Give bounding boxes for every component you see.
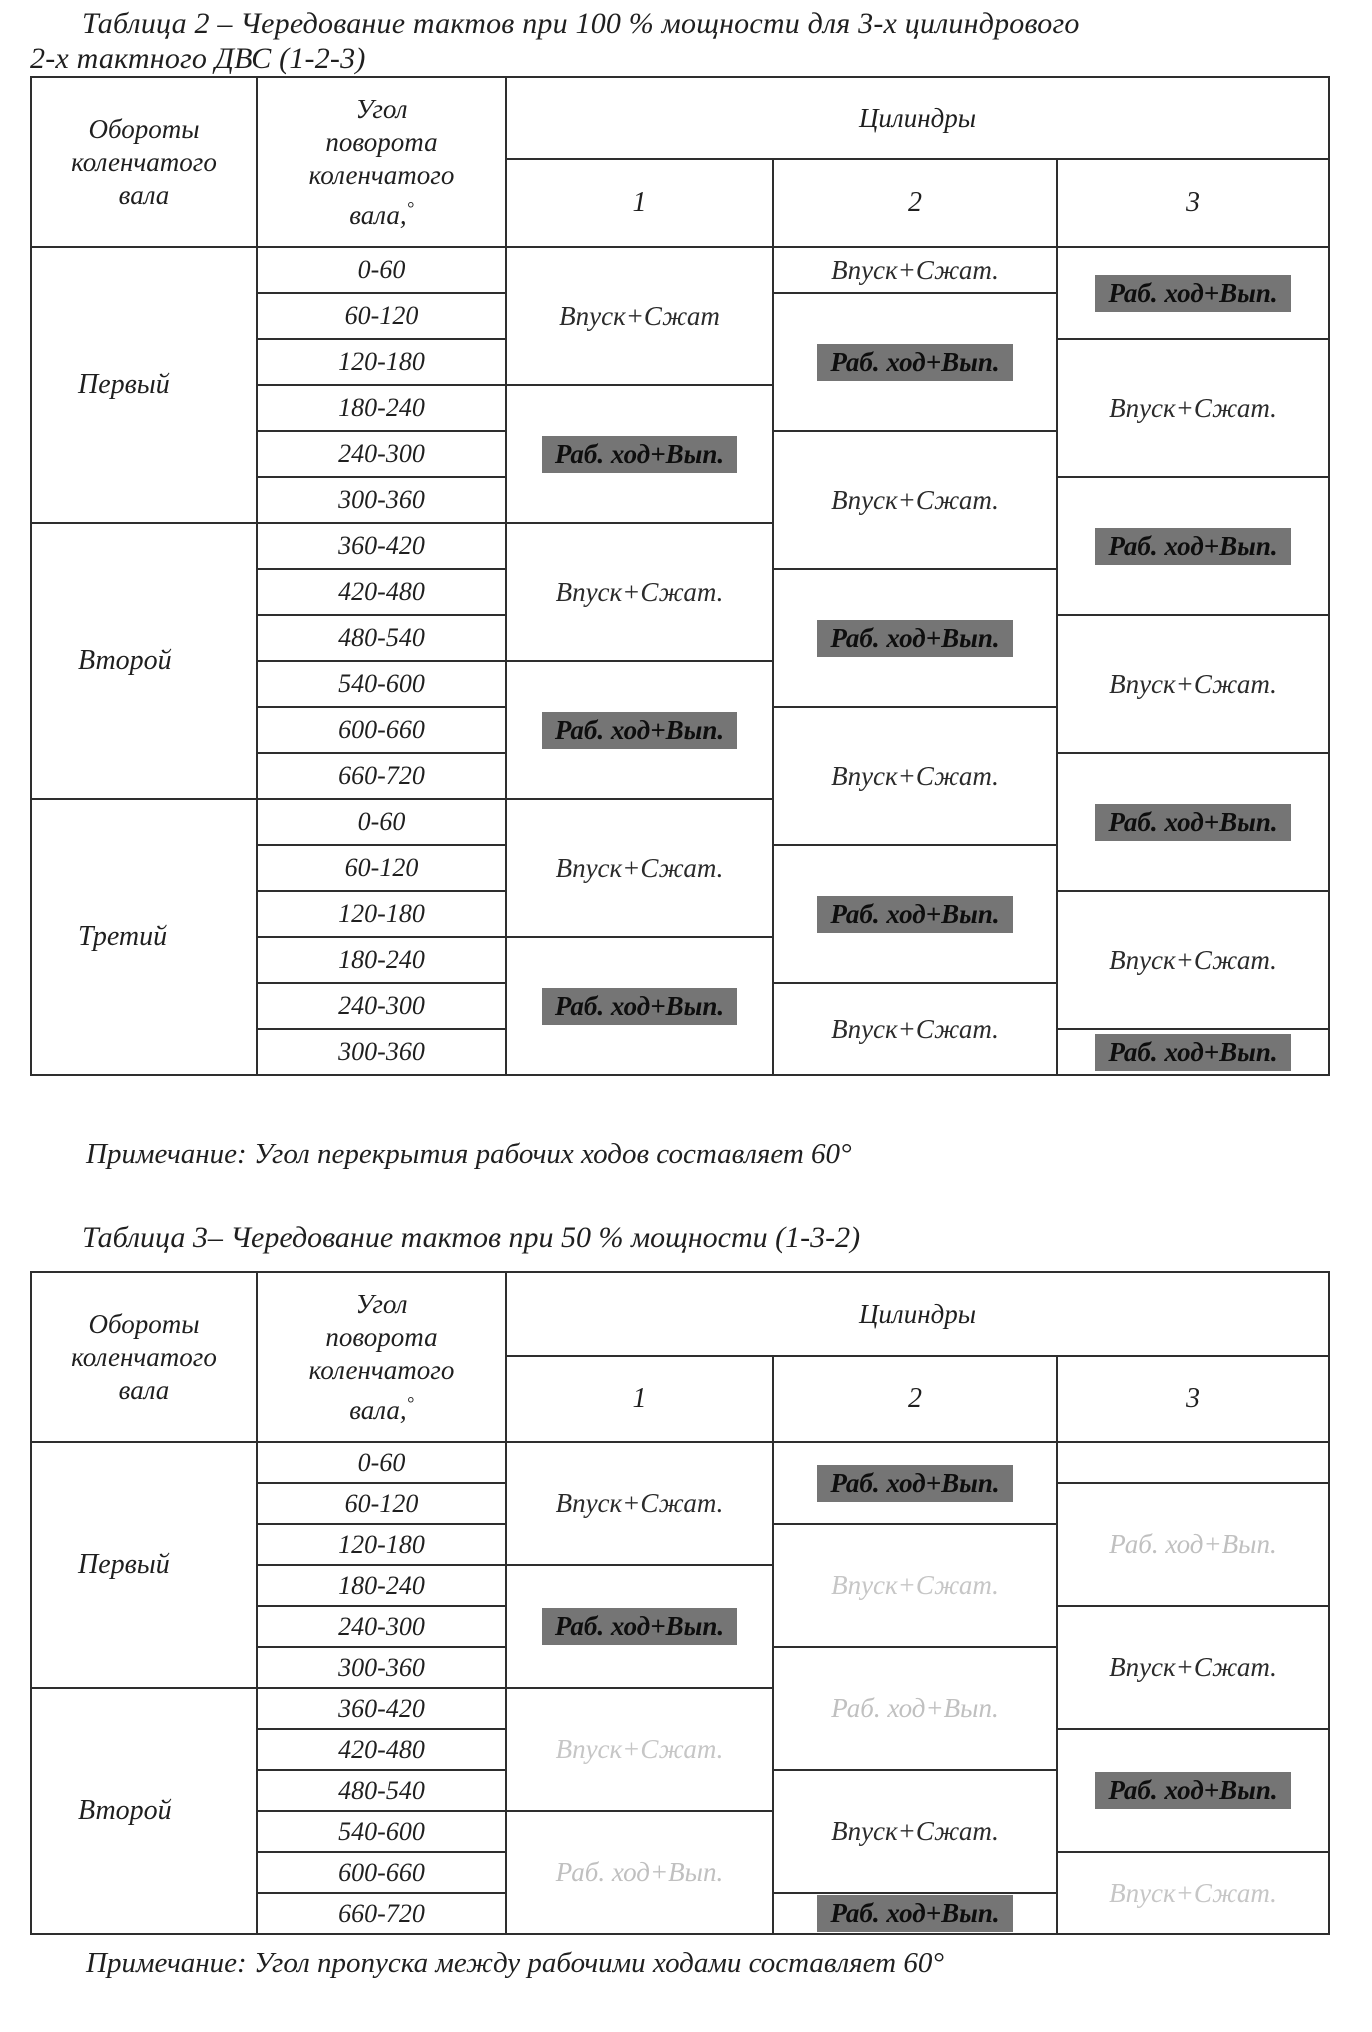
angle-cell: 120-180 <box>257 1524 506 1565</box>
angle-cell: 240-300 <box>257 983 506 1029</box>
angle-cell: 420-480 <box>257 1729 506 1770</box>
stroke-cell <box>773 845 1057 983</box>
angle-cell: 360-420 <box>257 523 506 569</box>
cycle-table-100-percent <box>30 76 1330 1076</box>
cylinder-3-header: 3 <box>1057 159 1329 247</box>
power-stroke-chip: Раб. ход+Вып. <box>1095 1034 1290 1071</box>
intake-stroke-label: Впуск+Сжат. <box>1109 392 1277 423</box>
angle-header-label: Угол поворота коленчатого вала,° <box>308 93 455 230</box>
stroke-cell <box>506 385 773 523</box>
angle-cell: 300-360 <box>257 1647 506 1688</box>
power-stroke-chip: Раб. ход+Вып. <box>817 620 1012 657</box>
stroke-cell <box>506 1688 773 1811</box>
cylinder-1-header: 1 <box>506 1356 773 1442</box>
stroke-cell <box>1057 753 1329 891</box>
skipped-intake-stroke-label: Впуск+Сжат. <box>555 1734 724 1764</box>
stroke-cell <box>773 983 1057 1075</box>
stroke-cell <box>1057 339 1329 477</box>
intake-stroke-label: Впуск+Сжат. <box>831 484 999 515</box>
section-cell: Первый <box>31 247 257 523</box>
intake-stroke-label: Впуск+Сжат. <box>555 576 724 607</box>
angle-cell: 600-660 <box>257 1852 506 1893</box>
angle-header-cell <box>257 77 506 247</box>
stroke-cell <box>1057 1606 1329 1729</box>
rpm-header-cell <box>31 1272 257 1442</box>
table2-title-line1: Таблица 2 – Чередование тактов при 100 % мощности для 3-х цилиндрового <box>82 7 1080 40</box>
angle-cell: 360-420 <box>257 1688 506 1729</box>
rpm-header-cell <box>31 77 257 247</box>
stroke-cell <box>773 707 1057 845</box>
power-stroke-chip: Раб. ход+Вып. <box>542 1608 737 1645</box>
angle-cell: 60-120 <box>257 845 506 891</box>
angle-cell: 180-240 <box>257 1565 506 1606</box>
intake-stroke-label: Впуск+Сжат. <box>831 1013 999 1044</box>
table2-note: Примечание: Угол перекрытия рабочих ходов составляет 60° <box>86 1138 852 1170</box>
table2-title-line2: 2-х тактного ДВС (1-2-3) <box>30 42 366 75</box>
angle-cell: 180-240 <box>257 937 506 983</box>
stroke-cell <box>1057 477 1329 615</box>
cylinder-3-header: 3 <box>1057 1356 1329 1442</box>
angle-cell: 480-540 <box>257 615 506 661</box>
stroke-cell <box>773 431 1057 569</box>
skipped-intake-stroke-label: Впуск+Сжат. <box>1109 1877 1277 1908</box>
empty-stroke-cell <box>1057 1442 1329 1483</box>
stroke-cell <box>773 293 1057 431</box>
stroke-cell <box>773 1442 1057 1524</box>
angle-cell: 480-540 <box>257 1770 506 1811</box>
stroke-cell <box>1057 1483 1329 1606</box>
stroke-cell <box>773 1770 1057 1893</box>
stroke-cell <box>506 661 773 799</box>
stroke-cell <box>506 1442 773 1565</box>
angle-cell: 0-60 <box>257 1442 506 1483</box>
cylinders-header-cell: Цилиндры <box>506 77 1329 159</box>
angle-cell: 660-720 <box>257 1893 506 1934</box>
stroke-cell <box>1057 247 1329 339</box>
angle-cell: 0-60 <box>257 247 506 293</box>
cylinder-2-header: 2 <box>773 1356 1057 1442</box>
table3-note: Примечание: Угол пропуска между рабочими ходами составляет 60° <box>86 1947 944 1979</box>
degree-mark: ° <box>406 197 414 218</box>
table3-title: Таблица 3– Чередование тактов при 50 % мощности (1-3-2) <box>82 1221 861 1254</box>
angle-cell: 300-360 <box>257 1029 506 1075</box>
stroke-cell <box>506 523 773 661</box>
section-cell: Второй <box>31 523 257 799</box>
stroke-cell <box>506 799 773 937</box>
stroke-cell <box>1057 891 1329 1029</box>
angle-cell: 240-300 <box>257 1606 506 1647</box>
intake-stroke-label: Впуск+Сжат. <box>831 254 999 285</box>
angle-cell: 180-240 <box>257 385 506 431</box>
cylinders-header-cell: Цилиндры <box>506 1272 1329 1356</box>
power-stroke-chip: Раб. ход+Вып. <box>1095 804 1290 841</box>
power-stroke-chip: Раб. ход+Вып. <box>817 1895 1012 1932</box>
power-stroke-chip: Раб. ход+Вып. <box>817 896 1012 933</box>
stroke-cell <box>1057 1852 1329 1934</box>
power-stroke-chip: Раб. ход+Вып. <box>817 344 1012 381</box>
rpm-header-label: Обороты коленчатого вала <box>71 113 217 210</box>
intake-stroke-label: Впуск+Сжат. <box>1109 944 1277 975</box>
stroke-cell <box>773 1893 1057 1934</box>
stroke-cell <box>506 247 773 385</box>
skipped-intake-stroke-label: Впуск+Сжат. <box>831 1570 999 1600</box>
intake-stroke-label: Впуск+Сжат. <box>555 852 724 883</box>
angle-cell: 540-600 <box>257 1811 506 1852</box>
stroke-cell <box>506 1565 773 1688</box>
power-stroke-chip: Раб. ход+Вып. <box>542 436 737 473</box>
intake-stroke-label: Впуск+Сжат. <box>831 760 999 791</box>
stroke-cell <box>773 247 1057 293</box>
skipped-power-stroke-label: Раб. ход+Вып. <box>1109 1529 1277 1559</box>
power-stroke-chip: Раб. ход+Вып. <box>542 988 737 1025</box>
stroke-cell <box>506 937 773 1075</box>
skipped-power-stroke-label: Раб. ход+Вып. <box>831 1693 999 1723</box>
angle-cell: 660-720 <box>257 753 506 799</box>
power-stroke-chip: Раб. ход+Вып. <box>542 712 737 749</box>
angle-cell: 420-480 <box>257 569 506 615</box>
angle-header-cell <box>257 1272 506 1442</box>
stroke-cell <box>773 569 1057 707</box>
angle-cell: 60-120 <box>257 1483 506 1524</box>
angle-cell: 120-180 <box>257 891 506 937</box>
section-cell: Второй <box>31 1688 257 1934</box>
angle-cell: 300-360 <box>257 477 506 523</box>
cylinder-1-header: 1 <box>506 159 773 247</box>
angle-cell: 120-180 <box>257 339 506 385</box>
angle-cell: 600-660 <box>257 707 506 753</box>
intake-stroke-label: Впуск+Сжат. <box>831 1816 999 1846</box>
angle-header-label: Угол поворота коленчатого вала,° <box>308 1288 455 1425</box>
power-stroke-chip: Раб. ход+Вып. <box>1095 1772 1290 1809</box>
degree-mark: ° <box>406 1392 414 1413</box>
angle-cell: 240-300 <box>257 431 506 477</box>
angle-cell: 0-60 <box>257 799 506 845</box>
stroke-cell <box>773 1647 1057 1770</box>
section-cell: Третий <box>31 799 257 1075</box>
intake-stroke-label: Впуск+Сжат. <box>1109 668 1277 699</box>
skipped-power-stroke-label: Раб. ход+Вып. <box>555 1857 724 1887</box>
power-stroke-chip: Раб. ход+Вып. <box>1095 528 1290 565</box>
rpm-header-label: Обороты коленчатого вала <box>71 1308 217 1405</box>
stroke-cell <box>1057 1029 1329 1075</box>
cycle-table-50-percent <box>30 1271 1330 1935</box>
table2-title <box>30 6 1338 76</box>
power-stroke-chip: Раб. ход+Вып. <box>1095 275 1290 312</box>
section-cell: Первый <box>31 1442 257 1688</box>
intake-stroke-label: Впуск+Сжат <box>559 300 720 331</box>
stroke-cell <box>1057 615 1329 753</box>
angle-cell: 60-120 <box>257 293 506 339</box>
stroke-cell <box>1057 1729 1329 1852</box>
intake-stroke-label: Впуск+Сжат. <box>555 1488 724 1518</box>
stroke-cell <box>773 1524 1057 1647</box>
power-stroke-chip: Раб. ход+Вып. <box>817 1465 1012 1502</box>
cylinder-2-header: 2 <box>773 159 1057 247</box>
angle-cell: 540-600 <box>257 661 506 707</box>
intake-stroke-label: Впуск+Сжат. <box>1109 1652 1277 1682</box>
stroke-cell <box>506 1811 773 1934</box>
